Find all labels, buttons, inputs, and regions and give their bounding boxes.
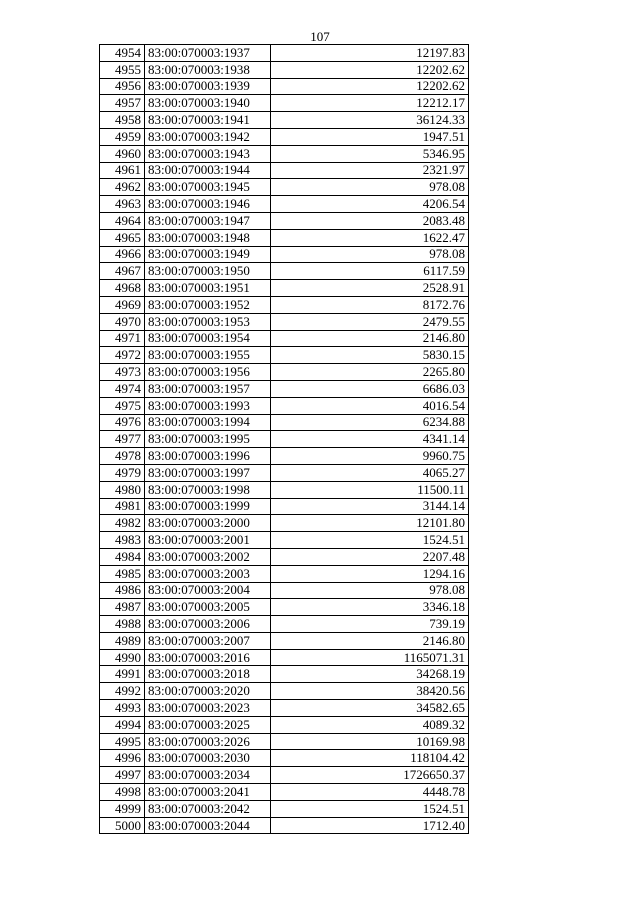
cadastral-number-cell: 83:00:070003:2004	[145, 582, 271, 599]
cadastral-number-cell: 83:00:070003:1949	[145, 246, 271, 263]
table-row	[100, 45, 469, 62]
value-cell: 2528.91	[271, 280, 469, 297]
cadastral-number-cell: 83:00:070003:2007	[145, 632, 271, 649]
value-cell: 12212.17	[271, 95, 469, 112]
value-cell: 38420.56	[271, 683, 469, 700]
row-number-cell: 4962	[100, 179, 145, 196]
value-cell: 2146.80	[271, 330, 469, 347]
row-number-cell: 4990	[100, 649, 145, 666]
value-cell: 1524.51	[271, 532, 469, 549]
table-row	[100, 212, 469, 229]
row-number-cell: 4993	[100, 700, 145, 717]
table-row	[100, 716, 469, 733]
cadastral-number-cell: 83:00:070003:1953	[145, 313, 271, 330]
table-row	[100, 380, 469, 397]
value-cell: 3346.18	[271, 599, 469, 616]
cadastral-number-cell: 83:00:070003:1943	[145, 145, 271, 162]
value-cell: 2207.48	[271, 548, 469, 565]
cadastral-number-cell: 83:00:070003:1993	[145, 397, 271, 414]
cadastral-number-cell: 83:00:070003:1994	[145, 414, 271, 431]
value-cell: 12197.83	[271, 45, 469, 62]
table-row	[100, 683, 469, 700]
cadastral-number-cell: 83:00:070003:1941	[145, 112, 271, 129]
value-cell: 4341.14	[271, 431, 469, 448]
row-number-cell: 4991	[100, 666, 145, 683]
table-row	[100, 498, 469, 515]
table-row	[100, 128, 469, 145]
row-number-cell: 4971	[100, 330, 145, 347]
table-row	[100, 246, 469, 263]
value-cell: 4016.54	[271, 397, 469, 414]
table-row	[100, 112, 469, 129]
value-cell: 2265.80	[271, 364, 469, 381]
cadastral-number-cell: 83:00:070003:2005	[145, 599, 271, 616]
value-cell: 4206.54	[271, 196, 469, 213]
table-row	[100, 145, 469, 162]
row-number-cell: 4963	[100, 196, 145, 213]
value-cell: 34268.19	[271, 666, 469, 683]
value-cell: 1947.51	[271, 128, 469, 145]
value-cell: 2083.48	[271, 212, 469, 229]
row-number-cell: 4980	[100, 481, 145, 498]
row-number-cell: 4973	[100, 364, 145, 381]
cadastral-number-cell: 83:00:070003:1948	[145, 229, 271, 246]
table-row	[100, 296, 469, 313]
row-number-cell: 4978	[100, 448, 145, 465]
row-number-cell: 4964	[100, 212, 145, 229]
value-cell: 11500.11	[271, 481, 469, 498]
table-row	[100, 616, 469, 633]
cadastral-number-cell: 83:00:070003:2003	[145, 565, 271, 582]
row-number-cell: 4965	[100, 229, 145, 246]
table-row	[100, 162, 469, 179]
value-cell: 1622.47	[271, 229, 469, 246]
value-cell: 12202.62	[271, 78, 469, 95]
row-number-cell: 4986	[100, 582, 145, 599]
cadastral-number-cell: 83:00:070003:1957	[145, 380, 271, 397]
cadastral-number-cell: 83:00:070003:1997	[145, 464, 271, 481]
value-cell: 10169.98	[271, 733, 469, 750]
row-number-cell: 4969	[100, 296, 145, 313]
cadastral-number-cell: 83:00:070003:1996	[145, 448, 271, 465]
value-cell: 12202.62	[271, 61, 469, 78]
row-number-cell: 4994	[100, 716, 145, 733]
value-cell: 2479.55	[271, 313, 469, 330]
cadastral-number-cell: 83:00:070003:1956	[145, 364, 271, 381]
row-number-cell: 4988	[100, 616, 145, 633]
value-cell: 118104.42	[271, 750, 469, 767]
row-number-cell: 4995	[100, 733, 145, 750]
row-number-cell: 4998	[100, 784, 145, 801]
row-number-cell: 5000	[100, 817, 145, 834]
value-cell: 36124.33	[271, 112, 469, 129]
cadastral-number-cell: 83:00:070003:2030	[145, 750, 271, 767]
cadastral-number-cell: 83:00:070003:2042	[145, 800, 271, 817]
cadastral-number-cell: 83:00:070003:2001	[145, 532, 271, 549]
row-number-cell: 4958	[100, 112, 145, 129]
cadastral-number-cell: 83:00:070003:1999	[145, 498, 271, 515]
table-row	[100, 700, 469, 717]
cadastral-number-cell: 83:00:070003:2026	[145, 733, 271, 750]
value-cell: 6117.59	[271, 263, 469, 280]
cadastral-number-cell: 83:00:070003:1950	[145, 263, 271, 280]
table-row	[100, 532, 469, 549]
cadastral-number-cell: 83:00:070003:2041	[145, 784, 271, 801]
cadastral-number-cell: 83:00:070003:1945	[145, 179, 271, 196]
table-row	[100, 750, 469, 767]
table-row	[100, 179, 469, 196]
value-cell: 4065.27	[271, 464, 469, 481]
cadastral-number-cell: 83:00:070003:1998	[145, 481, 271, 498]
value-cell: 978.08	[271, 246, 469, 263]
cadastral-number-cell: 83:00:070003:1947	[145, 212, 271, 229]
value-cell: 1294.16	[271, 565, 469, 582]
table-row	[100, 733, 469, 750]
table-row	[100, 784, 469, 801]
table-row	[100, 548, 469, 565]
cadastral-number-cell: 83:00:070003:2023	[145, 700, 271, 717]
table-row	[100, 196, 469, 213]
value-cell: 2146.80	[271, 632, 469, 649]
value-cell: 2321.97	[271, 162, 469, 179]
row-number-cell: 4987	[100, 599, 145, 616]
table-row	[100, 313, 469, 330]
table-row	[100, 582, 469, 599]
table-row	[100, 280, 469, 297]
row-number-cell: 4960	[100, 145, 145, 162]
value-cell: 12101.80	[271, 515, 469, 532]
cadastral-number-cell: 83:00:070003:1946	[145, 196, 271, 213]
row-number-cell: 4968	[100, 280, 145, 297]
value-cell: 5346.95	[271, 145, 469, 162]
cadastral-number-cell: 83:00:070003:1995	[145, 431, 271, 448]
row-number-cell: 4966	[100, 246, 145, 263]
value-cell: 8172.76	[271, 296, 469, 313]
row-number-cell: 4983	[100, 532, 145, 549]
table-row	[100, 431, 469, 448]
table-row	[100, 61, 469, 78]
table-row	[100, 666, 469, 683]
table-row	[100, 565, 469, 582]
value-cell: 3144.14	[271, 498, 469, 515]
cadastral-number-cell: 83:00:070003:2016	[145, 649, 271, 666]
cadastral-number-cell: 83:00:070003:1942	[145, 128, 271, 145]
row-number-cell: 4985	[100, 565, 145, 582]
cadastral-number-cell: 83:00:070003:1939	[145, 78, 271, 95]
table-body	[100, 45, 469, 834]
cadastral-number-cell: 83:00:070003:2006	[145, 616, 271, 633]
value-cell: 9960.75	[271, 448, 469, 465]
cadastral-number-cell: 83:00:070003:1952	[145, 296, 271, 313]
value-cell: 34582.65	[271, 700, 469, 717]
table-row	[100, 95, 469, 112]
value-cell: 1524.51	[271, 800, 469, 817]
row-number-cell: 4975	[100, 397, 145, 414]
table-row	[100, 767, 469, 784]
cadastre-table	[99, 44, 469, 834]
row-number-cell: 4997	[100, 767, 145, 784]
table-row	[100, 330, 469, 347]
cadastral-number-cell: 83:00:070003:2044	[145, 817, 271, 834]
cadastral-number-cell: 83:00:070003:1955	[145, 347, 271, 364]
table-row	[100, 817, 469, 834]
cadastral-number-cell: 83:00:070003:1944	[145, 162, 271, 179]
value-cell: 6234.88	[271, 414, 469, 431]
value-cell: 978.08	[271, 582, 469, 599]
row-number-cell: 4961	[100, 162, 145, 179]
cadastral-number-cell: 83:00:070003:2020	[145, 683, 271, 700]
row-number-cell: 4956	[100, 78, 145, 95]
row-number-cell: 4992	[100, 683, 145, 700]
table-row	[100, 599, 469, 616]
row-number-cell: 4955	[100, 61, 145, 78]
table-row	[100, 347, 469, 364]
row-number-cell: 4996	[100, 750, 145, 767]
row-number-cell: 4989	[100, 632, 145, 649]
table-row	[100, 464, 469, 481]
table-row	[100, 649, 469, 666]
cadastral-number-cell: 83:00:070003:2002	[145, 548, 271, 565]
cadastral-number-cell: 83:00:070003:1954	[145, 330, 271, 347]
row-number-cell: 4967	[100, 263, 145, 280]
cadastral-number-cell: 83:00:070003:1937	[145, 45, 271, 62]
value-cell: 4448.78	[271, 784, 469, 801]
table-row	[100, 229, 469, 246]
cadastral-number-cell: 83:00:070003:2025	[145, 716, 271, 733]
value-cell: 5830.15	[271, 347, 469, 364]
value-cell: 1165071.31	[271, 649, 469, 666]
row-number-cell: 4959	[100, 128, 145, 145]
table-row	[100, 78, 469, 95]
table-row	[100, 800, 469, 817]
cadastral-number-cell: 83:00:070003:1938	[145, 61, 271, 78]
table-row	[100, 364, 469, 381]
row-number-cell: 4984	[100, 548, 145, 565]
cadastral-number-cell: 83:00:070003:1940	[145, 95, 271, 112]
row-number-cell: 4957	[100, 95, 145, 112]
cadastral-number-cell: 83:00:070003:2034	[145, 767, 271, 784]
table-row	[100, 263, 469, 280]
cadastral-number-cell: 83:00:070003:2018	[145, 666, 271, 683]
row-number-cell: 4999	[100, 800, 145, 817]
value-cell: 4089.32	[271, 716, 469, 733]
row-number-cell: 4979	[100, 464, 145, 481]
row-number-cell: 4981	[100, 498, 145, 515]
row-number-cell: 4982	[100, 515, 145, 532]
table-row	[100, 448, 469, 465]
table-row	[100, 632, 469, 649]
table-row	[100, 397, 469, 414]
row-number-cell: 4974	[100, 380, 145, 397]
cadastral-number-cell: 83:00:070003:1951	[145, 280, 271, 297]
row-number-cell: 4970	[100, 313, 145, 330]
row-number-cell: 4976	[100, 414, 145, 431]
value-cell: 978.08	[271, 179, 469, 196]
row-number-cell: 4954	[100, 45, 145, 62]
value-cell: 1712.40	[271, 817, 469, 834]
table-row	[100, 414, 469, 431]
row-number-cell: 4972	[100, 347, 145, 364]
value-cell: 1726650.37	[271, 767, 469, 784]
table-row	[100, 515, 469, 532]
row-number-cell: 4977	[100, 431, 145, 448]
value-cell: 6686.03	[271, 380, 469, 397]
cadastral-number-cell: 83:00:070003:2000	[145, 515, 271, 532]
table-row	[100, 481, 469, 498]
value-cell: 739.19	[271, 616, 469, 633]
page-number: 107	[310, 29, 330, 44]
